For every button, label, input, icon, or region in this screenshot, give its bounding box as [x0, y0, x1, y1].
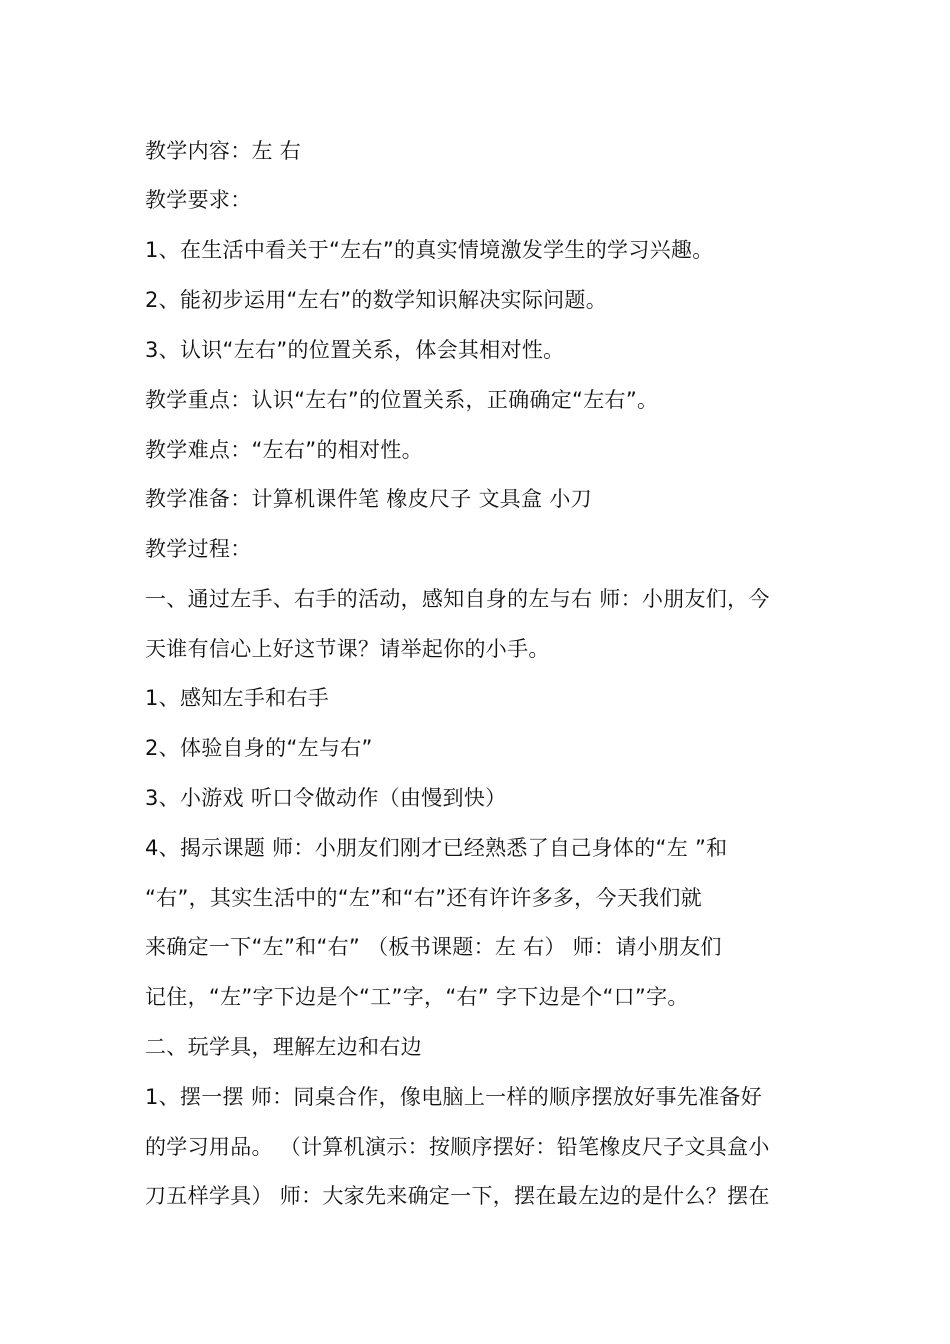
text-line: 3、小游戏 听口令做动作（由慢到快） — [145, 786, 507, 810]
text-line: 教学内容：左 右 — [145, 139, 302, 163]
text-line: 教学准备：计算机课件笔 橡皮尺子 文具盒 小刀 — [145, 487, 592, 511]
text-line: 1、在生活中看关于“左右”的真实情境激发学生的学习兴趣。 — [145, 238, 714, 262]
text-line: 3、认识“左右”的位置关系，体会其相对性。 — [145, 338, 565, 362]
text-line: “右”，其实生活中的“左”和“右”还有许许多多，今天我们就 — [145, 886, 702, 910]
text-line: 1、感知左手和右手 — [145, 686, 330, 710]
text-line: 教学过程： — [145, 537, 252, 561]
text-line: 的学习用品。 （计算机演示：按顺序摆好：铅笔橡皮尺子文具盒小 — [145, 1135, 770, 1159]
text-line: 教学要求： — [145, 188, 252, 212]
text-line: 2、体验自身的“左与右” — [145, 736, 373, 760]
text-line: 来确定一下“左”和“右” （板书课题：左 右） 师：请小朋友们 — [145, 935, 722, 959]
text-line: 记住，“左”字下边是个“工”字，“右” 字下边是个“口”字。 — [145, 985, 689, 1009]
text-line: 教学重点：认识“左右”的位置关系，正确确定“左右”。 — [145, 388, 659, 412]
text-line: 4、揭示课题 师：小朋友们刚才已经熟悉了自己身体的“左 ”和 — [145, 836, 728, 860]
text-line: 1、摆一摆 师：同桌合作，像电脑上一样的顺序摆放好事先准备好 — [145, 1085, 763, 1109]
text-line: 2、能初步运用“左右”的数学知识解决实际问题。 — [145, 288, 608, 312]
text-line: 天谁有信心上好这节课？请举起你的小手。 — [145, 637, 550, 661]
text-line: 二、玩学具，理解左边和右边 — [145, 1035, 422, 1059]
text-line: 刀五样学具） 师：大家先来确定一下，摆在最左边的是什么？摆在 — [145, 1184, 770, 1208]
text-line: 教学难点：“左右”的相对性。 — [145, 438, 423, 462]
text-line: 一、通过左手、右手的活动，感知自身的左与右 师：小朋友们，今 — [145, 587, 770, 611]
